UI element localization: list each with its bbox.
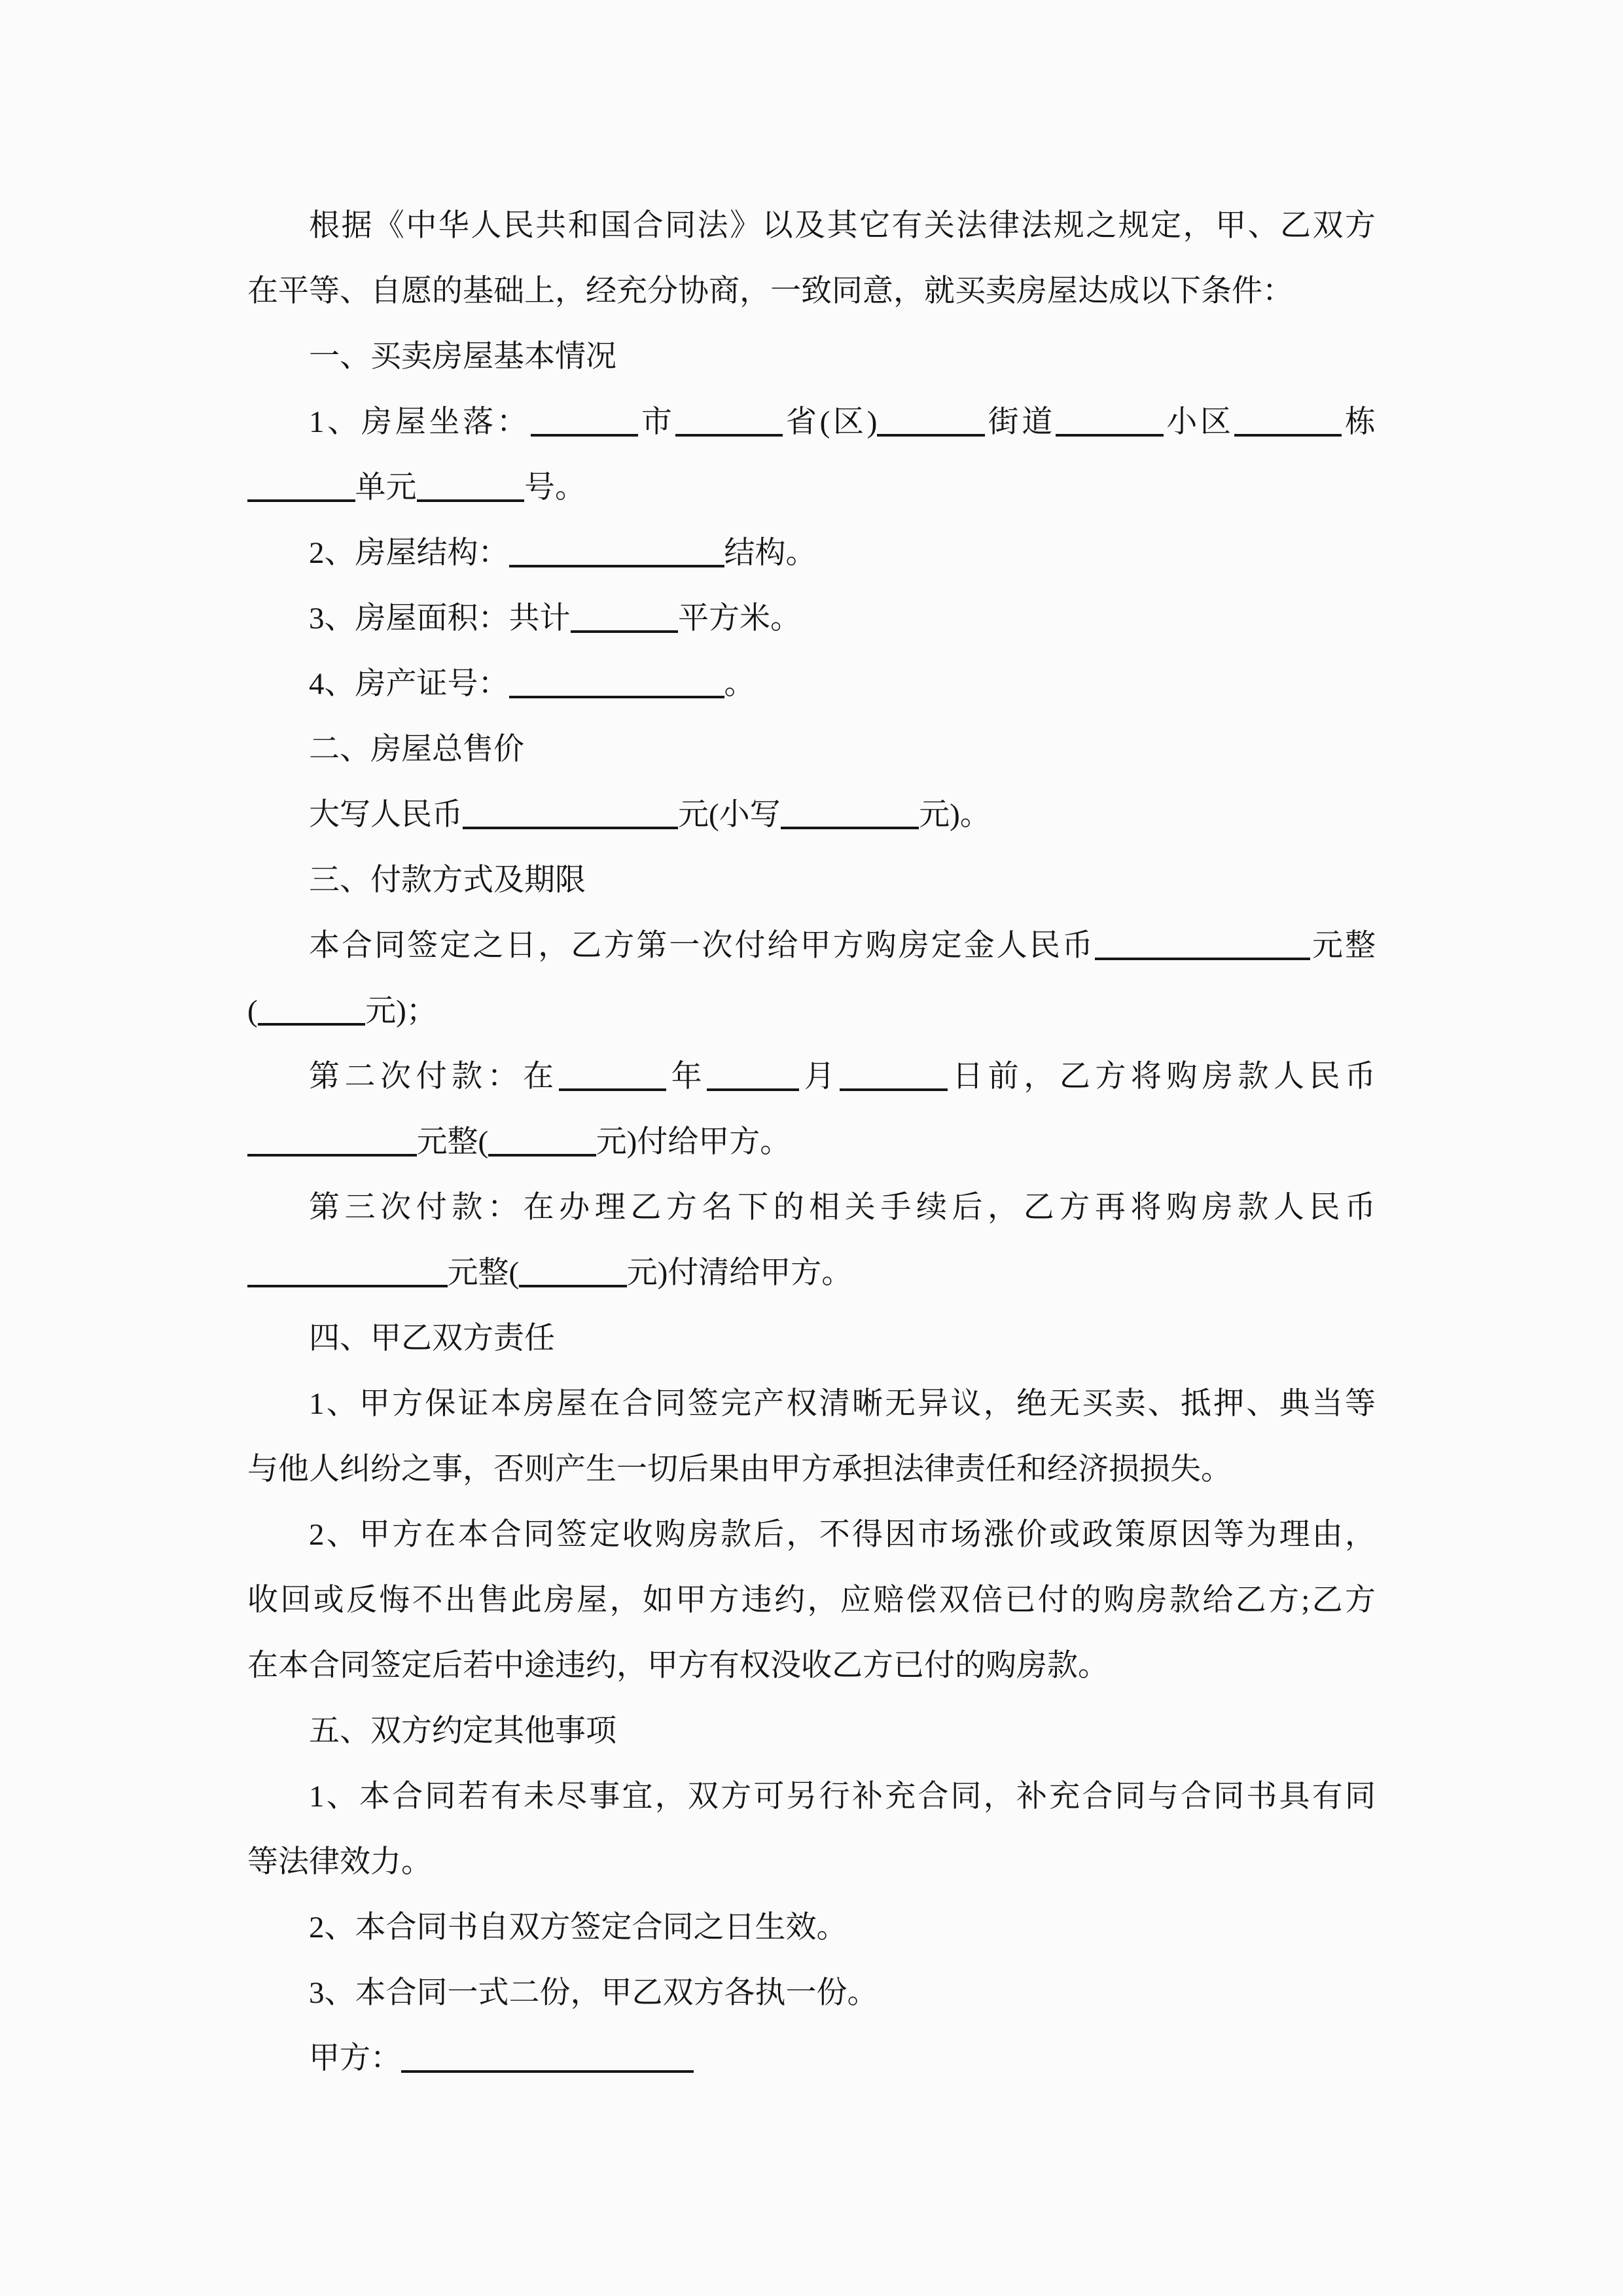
- contract-line-text: 3、本合同一式二份，甲乙双方各执一份。: [309, 1976, 878, 2010]
- contract-line: [247, 324, 1376, 389]
- contract-line-text: 1、甲方保证本房屋在合同签完产权清晰无异议，绝无买卖、抵押、典当等: [309, 1387, 1376, 1421]
- contract-line-text: 三、付款方式及期限: [309, 863, 586, 897]
- contract-line: [247, 455, 1376, 520]
- blank-underline: [571, 604, 679, 633]
- contract-line-text: 2、房屋结构：: [309, 536, 509, 570]
- contract-line: [247, 1175, 1376, 1240]
- blank-underline: [488, 1128, 596, 1157]
- blank-underline: [559, 1062, 667, 1091]
- contract-line-text: 2、甲方在本合同签定收购房款后，不得因市场涨价或政策原因等为理由，: [309, 1518, 1376, 1552]
- contract-line-text: 元整(: [416, 1125, 489, 1159]
- contract-line: [247, 1109, 1376, 1175]
- blank-underline: [519, 1259, 627, 1287]
- contract-line-text: 街道: [984, 405, 1056, 439]
- contract-line-text: 大写人民币: [309, 798, 463, 832]
- contract-line: [247, 1044, 1376, 1109]
- contract-line-text: 元)；: [365, 994, 437, 1028]
- contract-line-text: 五、双方约定其他事项: [309, 1714, 616, 1748]
- contract-line-text: 在本合同签定后若中途违约，甲方有权没收乙方已付的购房款。: [247, 1649, 1109, 1683]
- contract-text-block: [247, 193, 1376, 2091]
- contract-line-text: 甲方：: [309, 2041, 401, 2075]
- contract-line-text: 二、房屋总售价: [309, 732, 524, 766]
- contract-line-text: 元)。: [919, 798, 991, 832]
- contract-line-text: 在平等、自愿的基础上，经充分协商，一致同意，就买卖房屋达成以下条件：: [247, 274, 1293, 308]
- blank-underline: [781, 800, 919, 829]
- contract-line-text: 小区: [1163, 405, 1234, 439]
- contract-line-text: 年: [666, 1060, 707, 1094]
- contract-line-text: 2、本合同书自双方签定合同之日生效。: [309, 1910, 847, 1945]
- contract-line-text: 1、本合同若有未尽事宜，双方可另行补充合同，补充合同与合同书具有同: [309, 1780, 1376, 1814]
- contract-line-text: 单元: [355, 471, 417, 505]
- blank-underline: [247, 473, 355, 502]
- contract-line-text: 4、房产证号：: [309, 667, 509, 701]
- contract-line-text: 收回或反悔不出售此房屋，如甲方违约，应赔偿双倍已付的购房款给乙方;乙方: [247, 1583, 1376, 1617]
- contract-line: [247, 651, 1376, 717]
- contract-line: [247, 259, 1376, 324]
- blank-underline: [675, 408, 783, 437]
- blank-underline: [247, 1128, 417, 1157]
- contract-line: [247, 1698, 1376, 1764]
- contract-line-text: 。: [724, 667, 755, 701]
- contract-line: [247, 1960, 1376, 2026]
- contract-line: [247, 1764, 1376, 1829]
- contract-line: [247, 978, 1376, 1044]
- blank-underline: [840, 1062, 948, 1091]
- contract-line: [247, 1568, 1376, 1633]
- contract-line-text: 日前，乙方将购房款人民币: [947, 1060, 1376, 1094]
- contract-line-text: 结构。: [724, 536, 817, 570]
- contract-line: [247, 913, 1376, 978]
- blank-underline: [1234, 408, 1342, 437]
- blank-underline: [531, 408, 639, 437]
- contract-line-text: 省(区): [783, 405, 878, 439]
- blank-underline: [707, 1062, 799, 1091]
- contract-line-text: 市: [638, 405, 675, 439]
- blank-underline: [1056, 408, 1164, 437]
- contract-line: [247, 1633, 1376, 1698]
- blank-underline: [877, 408, 985, 437]
- contract-line: [247, 1306, 1376, 1371]
- contract-line: [247, 586, 1376, 651]
- blank-underline: [258, 997, 366, 1026]
- blank-underline: [509, 539, 724, 567]
- blank-underline: [247, 1259, 448, 1287]
- contract-line-text: 号。: [524, 471, 586, 505]
- contract-line-text: 四、甲乙双方责任: [309, 1321, 555, 1355]
- contract-line-text: 元(小写: [678, 798, 781, 832]
- contract-line: [247, 1895, 1376, 1960]
- contract-line-text: 元整: [1310, 929, 1376, 963]
- contract-line-text: 第二次付款：在: [309, 1060, 559, 1094]
- contract-line-text: 栋: [1342, 405, 1376, 439]
- contract-line-text: 等法律效力。: [247, 1845, 432, 1879]
- blank-underline: [1095, 931, 1310, 960]
- contract-line-text: 本合同签定之日，乙方第一次付给甲方购房定金人民币: [309, 929, 1095, 963]
- contract-line: [247, 717, 1376, 782]
- contract-line: [247, 1240, 1376, 1306]
- contract-line-text: 与他人纠纷之事，否则产生一切后果由甲方承担法律责任和经济损损失。: [247, 1452, 1232, 1486]
- contract-line-text: 元整(: [447, 1256, 520, 1290]
- contract-line: [247, 1502, 1376, 1568]
- contract-line-text: 1、房屋坐落：: [309, 405, 531, 439]
- contract-line-text: 元)付给甲方。: [596, 1125, 791, 1159]
- contract-line-text: 平方米。: [678, 601, 801, 636]
- contract-line-text: 月: [799, 1060, 840, 1094]
- contract-line-text: (: [247, 994, 258, 1028]
- blank-underline: [401, 2044, 694, 2073]
- contract-line: [247, 1371, 1376, 1437]
- contract-line-text: 第三次付款：在办理乙方名下的相关手续后，乙方再将购房款人民币: [309, 1191, 1376, 1225]
- contract-line: [247, 848, 1376, 913]
- contract-line: [247, 1437, 1376, 1502]
- contract-line: [247, 520, 1376, 586]
- blank-underline: [417, 473, 525, 502]
- contract-line-text: 根据《中华人民共和国合同法》以及其它有关法律法规之规定，甲、乙双方: [309, 209, 1376, 243]
- contract-line-text: 元)付清给甲方。: [626, 1256, 853, 1290]
- contract-line-text: 3、房屋面积：共计: [309, 601, 571, 636]
- contract-line: [247, 389, 1376, 455]
- contract-line: [247, 782, 1376, 848]
- contract-line: [247, 2026, 1376, 2091]
- contract-line: [247, 1829, 1376, 1895]
- contract-line: [247, 193, 1376, 259]
- blank-underline: [463, 800, 678, 829]
- contract-line-text: 一、买卖房屋基本情况: [309, 340, 616, 374]
- blank-underline: [509, 670, 724, 698]
